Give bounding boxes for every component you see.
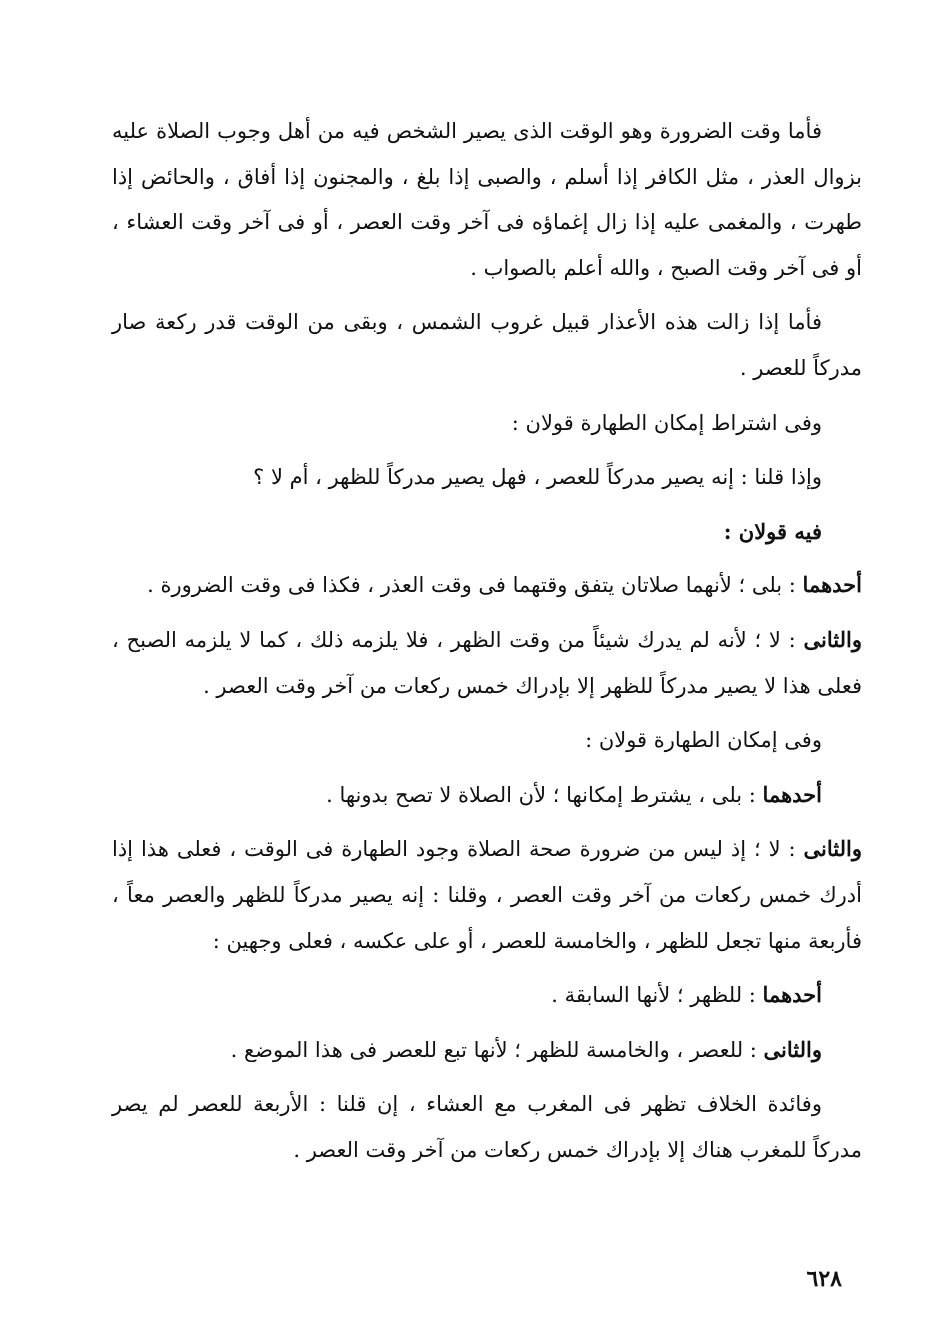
- paragraph-body: : للظهر ؛ لأنها السابقة .: [551, 983, 763, 1008]
- paragraph-lead: أحدهما: [802, 572, 862, 598]
- paragraph-body: وفائدة الخلاف تظهر فى المغرب مع العشاء ، إن قلنا : الأربعة للعصر لم يصر مدركاً للمغرب هناك إلا بإدراك خمس ركعات من آخر وقت العصر .: [112, 1092, 862, 1162]
- paragraph-4: [112, 454, 862, 501]
- paragraph-body: : لا ؛ لأنه لم يدرك شيئاً من وقت الظهر ، فلا يلزمه ذلك ، كما لا يلزمه الصبح ، فعلى هذا لا يصير مدركاً للظهر إلا بإدراك خمس ركعات من آخر وقت العصر .: [112, 627, 862, 698]
- paragraph-body: فأما وقت الضرورة وهو الوقت الذى يصير الشخص فيه من أهل وجوب الصلاة عليه بزوال العذر ، مثل الكافر إذا أسلم ، والصبى إذا بلغ ، والمجنون إذا أفاق ، والحائض إذا طهرت ، والمغمى عليه إذا زال إغماؤه فى آخر وقت العصر ، أو فى آخر وقت العشاء ، أو فى آخر وقت الصبح ، والله أعلم بالصواب .: [112, 119, 862, 280]
- paragraph-body: فيه قولان :: [723, 518, 822, 544]
- paragraph-lead: والثانى: [803, 626, 862, 652]
- paragraph-10: [112, 826, 862, 964]
- paragraph-body: : بلى ، يشترط إمكانها ؛ لأن الصلاة لا تصح بدونها .: [326, 782, 763, 807]
- paragraph-9: [112, 772, 862, 819]
- paragraph-3: [112, 400, 862, 447]
- paragraph-body: : لا ؛ إذ ليس من ضرورة صحة الصلاة وجود الطهارة فى الوقت ، فعلى هذا إذا أدرك خمس ركعات من آخر وقت العصر ، وقلنا : إنه يصير مدركاً للظهر والعصر معاً ، فأربعة منها تجعل للظهر ، والخامسة للعصر ، أو على عكسه ، فعلى وجهين :: [112, 837, 862, 953]
- page-number: ٦٢٨: [806, 1266, 842, 1292]
- paragraph-11: [112, 972, 862, 1019]
- paragraph-7: [112, 617, 862, 709]
- paragraph-lead: أحدهما: [762, 781, 822, 807]
- paragraph-body: : بلى ؛ لأنهما صلاتان يتفق وقتهما فى وقت العذر ، فكذا فى وقت الضرورة .: [147, 573, 803, 598]
- paragraph-lead: والثانى: [803, 836, 862, 862]
- paragraph-body: وفى اشتراط إمكان الطهارة قولان :: [511, 410, 822, 435]
- paragraph-5: [112, 509, 862, 555]
- paragraph-12: [112, 1027, 862, 1074]
- paragraph-2: [112, 299, 862, 391]
- paragraph-body: وإذا قلنا : إنه يصير مدركاً للعصر ، فهل يصير مدركاً للظهر ، أم لا ؟: [253, 465, 822, 490]
- paragraph-lead: أحدهما: [762, 982, 822, 1008]
- paragraph-body: : للعصر ، والخامسة للظهر ؛ لأنها تبع للعصر فى هذا الموضع .: [230, 1037, 764, 1062]
- body-text: [112, 108, 862, 1181]
- paragraph-1: [112, 108, 862, 291]
- paragraph-body: فأما إذا زالت هذه الأعذار قبيل غروب الشمس ، وبقى من الوقت قدر ركعة صار مدركاً للعصر .: [112, 310, 862, 380]
- paragraph-6: [112, 562, 862, 609]
- paragraph-8: [112, 717, 862, 764]
- paragraph-lead: والثانى: [763, 1036, 822, 1062]
- paragraph-body: وفى إمكان الطهارة قولان :: [585, 728, 822, 753]
- paragraph-13: [112, 1081, 862, 1173]
